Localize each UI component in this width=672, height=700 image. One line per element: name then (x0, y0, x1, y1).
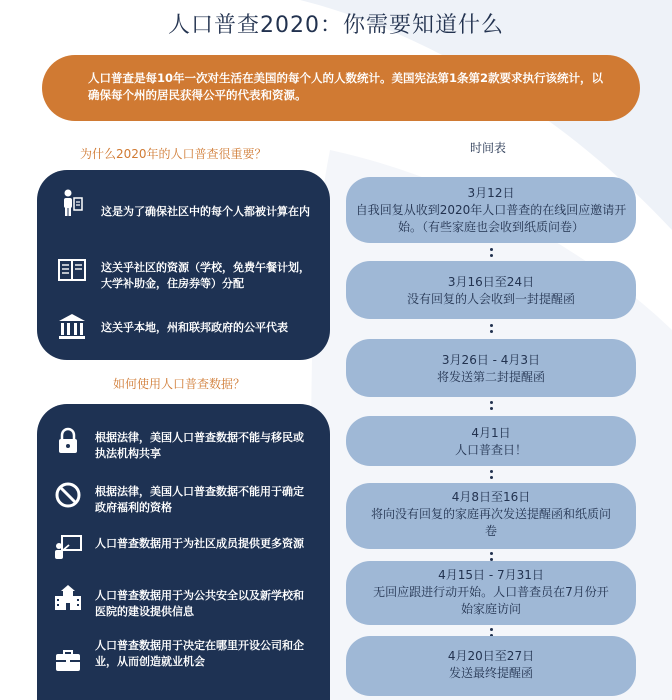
use-item-text: 人口普查数据用于决定在哪里开设公司和企业，从而创造就业机会 (95, 639, 304, 668)
timeline-date: 4月1日 (471, 426, 511, 440)
timeline-date: 3月26日 - 4月3日 (441, 353, 541, 367)
briefcase-icon (53, 646, 83, 676)
book-icon (57, 256, 87, 286)
timeline-pill (346, 636, 636, 696)
timeline-connector (488, 470, 494, 482)
timeline-connector (488, 248, 494, 260)
why-panel (37, 170, 330, 360)
timeline-pill (346, 561, 636, 625)
timeline-text: 自我回复从收到2020年人口普查的在线回应邀请开始。（有些家庭也会收到纸质问卷） (355, 203, 627, 234)
use-item-text: 根据法律，美国人口普查数据不能与移民或执法机构共享 (95, 431, 304, 460)
use-item-text: 人口普查数据用于为社区成员提供更多资源 (95, 537, 304, 550)
timeline-date: 4月20日至27日 (447, 649, 535, 663)
use-item-text: 根据法律，美国人口普查数据不能用于确定政府福利的资格 (95, 485, 304, 514)
timeline-text: 将向没有回复的家庭再次发送提醒函和纸质问卷 (370, 507, 611, 538)
timeline-connector (488, 401, 494, 413)
timeline-connector (488, 324, 494, 336)
timeline-heading: 时间表 (470, 141, 507, 155)
timeline-date: 4月15日 - 7月31日 (438, 568, 544, 582)
timeline-pill (346, 177, 636, 243)
timeline-date: 3月16日至24日 (447, 275, 535, 289)
government-building-icon (57, 312, 87, 342)
timeline-text: 将发送第二封提醒函 (436, 370, 545, 384)
page-title: 人口普查2020：你需要知道什么 (168, 13, 504, 38)
timeline-text: 人口普查日！ (454, 443, 527, 457)
presenter-icon (53, 532, 83, 562)
timeline-text: 发送最终提醒函 (448, 666, 533, 680)
why-item-text: 这是为了确保社区中的每个人都被计算在内 (101, 205, 310, 218)
use-heading: 如何使用人口普查数据？ (113, 377, 246, 391)
intro-banner: 人口普查是每10年一次对生活在美国的每个人的人数统计。美国宪法第1条第2款要求执行该统计，以确保每个州的居民获得公平的代表和资源。 (42, 55, 640, 121)
why-heading: 为什么2020年的人口普查很重要？ (80, 147, 267, 161)
why-item-text: 这关乎社区的资源（学校，免费午餐计划，大学补助金，住房券等）分配 (101, 261, 310, 290)
use-item-text: 人口普查数据用于为公共安全以及新学校和医院的建设提供信息 (95, 589, 304, 618)
people-count-icon (57, 188, 87, 218)
prohibited-icon (53, 480, 83, 510)
timeline-pill (346, 483, 636, 549)
timeline-pill (346, 339, 636, 397)
lock-icon (53, 426, 83, 456)
timeline-date: 3月12日 (467, 186, 515, 200)
why-item-text: 这关乎本地，州和联邦政府的公平代表 (101, 321, 288, 334)
timeline-text: 没有回复的人会收到一封提醒函 (406, 292, 575, 306)
use-panel (37, 404, 330, 700)
timeline-text: 无回应跟进行动开始。人口普查员在7月份开始家庭访问 (373, 585, 609, 616)
timeline-pill (346, 416, 636, 466)
timeline-pill (346, 261, 636, 319)
timeline-date: 4月8日至16日 (451, 490, 531, 504)
school-building-icon (53, 584, 83, 614)
